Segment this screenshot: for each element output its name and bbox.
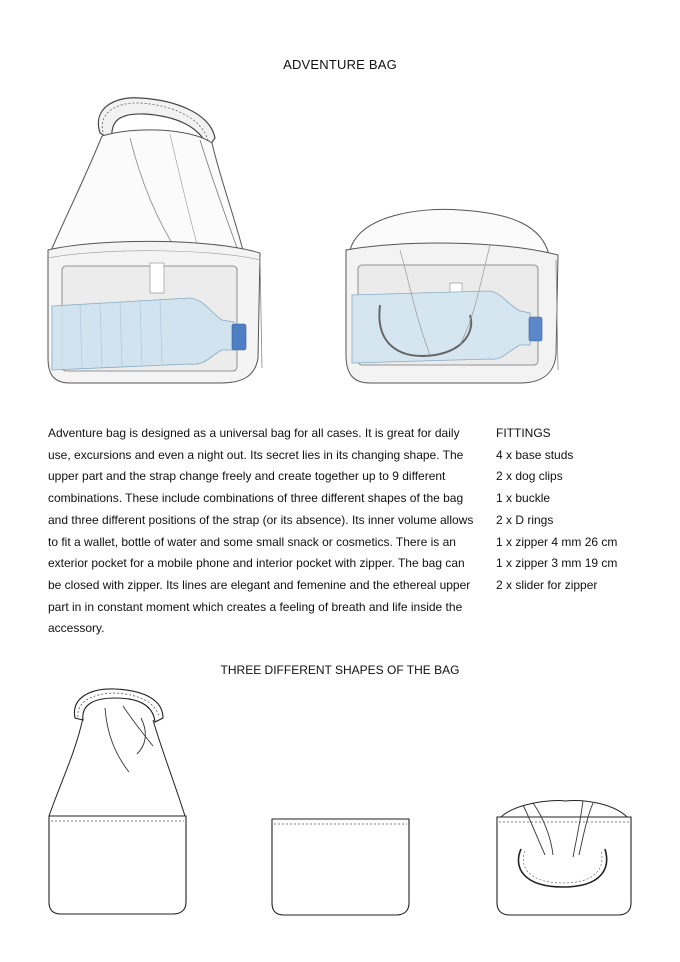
fittings-list — [496, 423, 666, 597]
fittings-item: 2 x dog clips — [496, 469, 563, 484]
shape-drawing-low — [268, 815, 413, 917]
product-description: Adventure bag is designed as a universal bag for all cases. It is great for daily use, excursions and even a night out. Its secret lies in its changing shape. The upper part and the strap change freely and create together up to 9 different combinations. These include combinations of three different shapes of the bag and three different positions of the strap (or its absence). Its inner volume allows to fit a wallet, bottle of water and some small snack or cosmetics. There is an exterior pocket for a mobile phone and interior pocket with zipper. The bag can be closed with zipper. Its lines are elegant and femenine and the ethereal upper part in in constant moment which creates a feeling of breath and life inside the accessory. — [48, 426, 474, 636]
fittings-item: 2 x D rings — [496, 512, 554, 527]
fittings-item: 1 x zipper 3 mm 19 cm — [496, 556, 618, 571]
shapes-heading: THREE DIFFERENT SHAPES OF THE BAG — [220, 663, 460, 677]
fittings-item: 1 x zipper 4 mm 26 cm — [496, 534, 618, 549]
fittings-item: 4 x base studs — [496, 447, 574, 462]
bag-rendering-tall — [40, 88, 270, 390]
page-title: ADVENTURE BAG — [283, 57, 397, 72]
fittings-item: 2 x slider for zipper — [496, 577, 598, 592]
bag-rendering-folded — [340, 205, 565, 395]
shape-drawing-folded — [493, 797, 635, 917]
fittings-item: 1 x buckle — [496, 491, 551, 506]
fittings-heading: FITTINGS — [496, 426, 551, 440]
shape-drawing-tall — [45, 684, 190, 916]
